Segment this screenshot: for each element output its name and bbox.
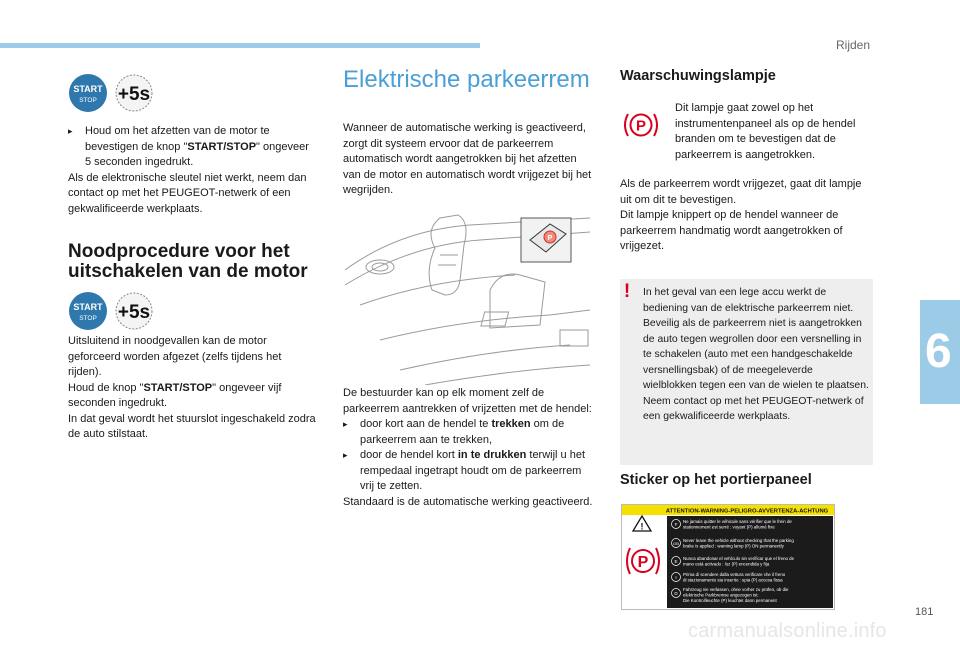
default-auto-text: Standaard is de automatische werking geactiveerd. bbox=[343, 495, 593, 508]
chapter-number: 6 bbox=[925, 325, 952, 378]
pull-bullet: ▸ door kort aan de hendel te trekken om de parkeerrem aan te trekken, bbox=[343, 418, 565, 446]
col2-bottom bbox=[343, 386, 593, 510]
gear-lever-illustration bbox=[340, 210, 590, 385]
warning-lamp-heading: Waarschuwingslampje bbox=[620, 68, 776, 84]
sticker-code: E bbox=[674, 559, 678, 564]
parking-brake-button-detail bbox=[521, 218, 571, 262]
svg-text:P: P bbox=[637, 554, 649, 571]
sticker-line: elektrische Parkbremse angezogen ist: bbox=[683, 592, 759, 598]
badge-start-label: START bbox=[73, 302, 103, 312]
sticker-line: Nunca abandonar el vehículo sin verificar que el freno de bbox=[683, 556, 795, 561]
page-number: 181 bbox=[915, 606, 934, 618]
col1-top bbox=[68, 124, 318, 217]
steering-lock-text: In dat geval wordt het stuurslot ingeschakeld zodra de auto stilstaat. bbox=[68, 412, 316, 440]
badge-seconds: +5s bbox=[117, 84, 151, 105]
note-secure: Beveilig als de parkeerrem niet is aangetrokken de auto tegen wegrollen door een versnelling in te schakelen (auto met een handgeschakelde versnellingsbak) of de meegeleverde wielblokken tegen een van de wielen te plaatsen. bbox=[643, 318, 869, 391]
header-band bbox=[0, 43, 480, 48]
badge-stop-label: STOP bbox=[79, 97, 97, 104]
sticker-line: Ne jamais quitter le véhicule sans vérifier que le frein de bbox=[683, 519, 792, 524]
sticker-code: D bbox=[674, 591, 678, 596]
note-text bbox=[643, 285, 869, 425]
driver-control-text: De bestuurder kan op elk moment zelf de parkeerrem aantrekken of vrijzetten met de hendel: bbox=[343, 387, 592, 415]
sticker-code: I bbox=[675, 575, 677, 580]
sticker-line: Fahrzeug nie verlassen, ohne vorher zu prüfen, ob die bbox=[683, 587, 789, 592]
parking-brake-warning-icon bbox=[621, 110, 661, 140]
lamp-flash-text: Dit lampje knippert op de hendel wanneer de parkeerrem handmatig wordt aangetrokken of vrijgezet. bbox=[620, 209, 843, 252]
epb-intro: Wanneer de automatische werking is geactiveerd, zorgt dit systeem ervoor dat de parkeerrem automatisch wordt aangetrokken bij het afzetten van de motor en automatisch wordt vrijgezet bij het wegrijden. bbox=[343, 122, 592, 196]
page-title: Elektrische parkeerrem bbox=[343, 66, 590, 93]
svg-text:!: ! bbox=[640, 521, 644, 532]
sticker-code: GB bbox=[673, 541, 679, 546]
note-contact: Neem contact op met het PEUGEOT-netwerk of een gekwalificeerde werkplaats. bbox=[643, 395, 864, 422]
door-sticker bbox=[621, 504, 835, 610]
note-battery: In het geval van een lege accu werkt de bediening van de elektrische parkeerrem niet. bbox=[643, 287, 854, 314]
emergency-text: Uitsluitend in noodgevallen kan de motor geforceerd worden afgezet (zelfs tijdens het rijden). bbox=[68, 335, 282, 378]
sticker-title: ATTENTION-WARNING-PELIGRO-AVVERTENZA-ACHTUNG bbox=[665, 508, 829, 515]
shutdown-bullet: ▸ Houd om het afzetten van de motor te bevestigen de knop "START/STOP" ongeveer 5 seconden ingedrukt. bbox=[68, 125, 309, 168]
col3-lamp-text bbox=[620, 177, 872, 255]
battery-note bbox=[620, 279, 873, 465]
lamp-description: Dit lampje gaat zowel op het instrumentenpaneel als op de hendel branden om te bevestigen dat de parkeerrem is aangetrokken. bbox=[675, 102, 856, 161]
key-failure-text: Als de elektronische sleutel niet werkt, neem dan contact op met het PEUGEOT-netwerk of een gekwalificeerde werkplaats. bbox=[68, 171, 307, 215]
start-stop-badge bbox=[68, 290, 158, 332]
sticker-line: Prima di scendere dalla vettura verificare che il freno bbox=[683, 572, 786, 577]
sticker-line: brake is applied : warning lamp (P) ON permanently bbox=[683, 543, 784, 549]
svg-text:P: P bbox=[635, 117, 647, 135]
sticker-code: F bbox=[674, 522, 678, 527]
badge-stop-label: STOP bbox=[79, 315, 97, 322]
push-bullet: ▸ door de hendel kort in te drukken terwijl u het rempedaal ingetrapt houdt om de parkeerrem vrij te zetten. bbox=[343, 449, 586, 492]
watermark: carmanualsonline.info bbox=[688, 620, 887, 642]
section-label: Rijden bbox=[836, 38, 871, 52]
col1-bottom bbox=[68, 334, 318, 443]
emergency-heading: Noodprocedure voor het uitschakelen van de motor bbox=[68, 241, 308, 282]
sticker-line: Never leave the vehicle without checking that the parking bbox=[683, 538, 794, 543]
sticker-line: di stazionamento sia inserito : spia (P) accesa fissa bbox=[683, 577, 783, 583]
sticker-line: stationnement est serré : voyant (P) allumé fixe bbox=[683, 524, 775, 530]
start-stop-badge bbox=[68, 72, 158, 114]
badge-start-label: START bbox=[73, 84, 103, 94]
badge-seconds: +5s bbox=[117, 302, 151, 323]
sticker-heading: Sticker op het portierpaneel bbox=[620, 472, 812, 488]
chapter-tab bbox=[920, 300, 960, 404]
warning-exclamation-icon: ! bbox=[623, 281, 631, 302]
lamp-off-text: Als de parkeerrem wordt vrijgezet, gaat dit lampje uit om dit te bevestigen. bbox=[620, 178, 862, 206]
emergency-instruction: Houd de knop "START/STOP" ongeveer vijf seconden ingedrukt. bbox=[68, 381, 282, 409]
svg-text:P: P bbox=[547, 235, 553, 242]
sticker-line: mano está activado : luz (P) encendida y fija bbox=[683, 561, 770, 567]
sticker-line: Die Kontrollleuchte (P) leuchtet dann permanent bbox=[683, 598, 777, 603]
